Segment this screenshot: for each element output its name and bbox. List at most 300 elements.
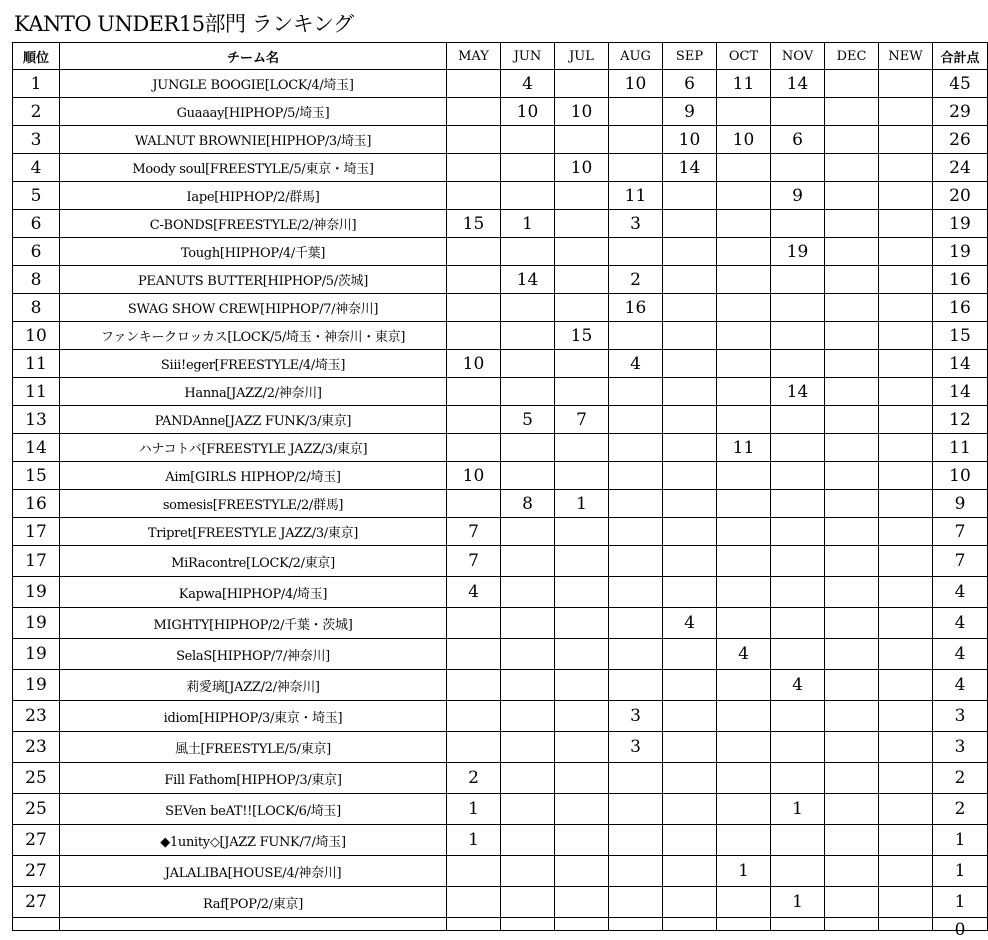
score-cell-nov: 1 [771,887,825,918]
total-cell: 4 [933,670,988,701]
score-cell-aug [609,794,663,825]
score-cell-oct: 11 [717,70,771,98]
rank-cell: 17 [13,546,60,577]
score-cell-jun [501,763,555,794]
score-cell-may: 4 [447,577,501,608]
score-cell-jun [501,825,555,856]
score-cell-dec [825,794,879,825]
page-title: KANTO UNDER15部門 ランキング [14,12,354,36]
score-cell-jul [555,577,609,608]
score-cell-oct [717,887,771,918]
score-cell-dec [825,763,879,794]
team-name-cell: Iape[HIPHOP/2/群馬] [60,182,447,210]
score-cell-nov: 1 [771,794,825,825]
score-cell-aug [609,825,663,856]
score-cell-dec [825,701,879,732]
score-cell-jul: 10 [555,98,609,126]
score-cell-oct: 4 [717,639,771,670]
score-cell-aug [609,238,663,266]
score-cell-aug [609,462,663,490]
score-cell-jun [501,701,555,732]
score-cell-sep [663,856,717,887]
empty-cell [663,918,717,931]
score-cell-may [447,126,501,154]
score-cell-nov [771,266,825,294]
score-cell-dec [825,182,879,210]
team-name-cell: JALALIBA[HOUSE/4/神奈川] [60,856,447,887]
rank-cell: 23 [13,701,60,732]
table-row [13,639,988,670]
team-name-cell: PANDAnne[JAZZ FUNK/3/東京] [60,406,447,434]
score-cell-sep: 14 [663,154,717,182]
total-cell: 3 [933,732,988,763]
score-cell-sep [663,763,717,794]
score-cell-may: 10 [447,350,501,378]
score-cell-may: 7 [447,518,501,546]
score-cell-jun [501,577,555,608]
score-cell-aug [609,639,663,670]
score-cell-oct [717,670,771,701]
score-cell-oct [717,763,771,794]
score-cell-may [447,670,501,701]
team-name-cell: MIGHTY[HIPHOP/2/千葉・茨城] [60,608,447,639]
team-name-cell: Moody soul[FREESTYLE/5/東京・埼玉] [60,154,447,182]
score-cell-nov [771,732,825,763]
rank-cell: 11 [13,378,60,406]
score-cell-new [879,887,933,918]
header-month-oct: OCT [717,43,771,70]
score-cell-jun [501,350,555,378]
score-cell-jun [501,238,555,266]
score-cell-dec [825,238,879,266]
score-cell-new [879,266,933,294]
score-cell-dec [825,825,879,856]
total-cell: 1 [933,825,988,856]
score-cell-sep: 6 [663,70,717,98]
table-row [13,856,988,887]
score-cell-nov [771,608,825,639]
score-cell-dec [825,266,879,294]
header-row [13,43,988,70]
table-row [13,763,988,794]
score-cell-nov: 9 [771,182,825,210]
table-row-partial [13,918,988,931]
empty-cell [447,918,501,931]
score-cell-jul [555,608,609,639]
score-cell-oct [717,732,771,763]
score-cell-may [447,238,501,266]
table-row [13,825,988,856]
score-cell-jun: 8 [501,490,555,518]
empty-cell [555,918,609,931]
table-row [13,266,988,294]
score-cell-jun [501,732,555,763]
score-cell-dec [825,434,879,462]
score-cell-jul [555,210,609,238]
rank-cell: 25 [13,794,60,825]
score-cell-sep: 10 [663,126,717,154]
score-cell-aug: 11 [609,182,663,210]
team-name-cell: MiRacontre[LOCK/2/東京] [60,546,447,577]
total-cell: 16 [933,266,988,294]
score-cell-new [879,98,933,126]
score-cell-oct [717,608,771,639]
score-cell-jul [555,294,609,322]
score-cell-dec [825,126,879,154]
total-cell: 16 [933,294,988,322]
score-cell-oct [717,322,771,350]
score-cell-may [447,887,501,918]
score-cell-nov: 19 [771,238,825,266]
total-cell: 4 [933,608,988,639]
score-cell-jun [501,856,555,887]
rank-cell: 19 [13,577,60,608]
score-cell-jun [501,670,555,701]
score-cell-may [447,434,501,462]
score-cell-nov: 4 [771,670,825,701]
score-cell-oct [717,182,771,210]
score-cell-nov [771,701,825,732]
score-cell-new [879,182,933,210]
score-cell-sep: 4 [663,608,717,639]
score-cell-new [879,608,933,639]
score-cell-nov [771,518,825,546]
score-cell-nov [771,490,825,518]
score-cell-new [879,546,933,577]
score-cell-new [879,825,933,856]
score-cell-new [879,154,933,182]
total-cell: 4 [933,577,988,608]
rank-cell: 27 [13,887,60,918]
table-row [13,294,988,322]
score-cell-jun: 10 [501,98,555,126]
rank-cell: 23 [13,732,60,763]
score-cell-oct [717,701,771,732]
score-cell-oct [717,266,771,294]
table-row [13,670,988,701]
score-cell-sep [663,490,717,518]
empty-cell [501,918,555,931]
score-cell-new [879,350,933,378]
total-cell: 24 [933,154,988,182]
rank-cell: 6 [13,210,60,238]
rank-cell: 19 [13,639,60,670]
total-cell: 15 [933,322,988,350]
score-cell-dec [825,856,879,887]
table-row [13,70,988,98]
score-cell-sep [663,701,717,732]
score-cell-nov [771,294,825,322]
score-cell-jul [555,182,609,210]
score-cell-sep [663,462,717,490]
score-cell-nov [771,98,825,126]
team-name-cell: JUNGLE BOOGIE[LOCK/4/埼玉] [60,70,447,98]
score-cell-aug [609,434,663,462]
score-cell-dec [825,577,879,608]
score-cell-aug [609,763,663,794]
rank-cell: 25 [13,763,60,794]
rank-cell: 11 [13,350,60,378]
rank-cell: 17 [13,518,60,546]
score-cell-new [879,763,933,794]
score-cell-sep [663,546,717,577]
table-row [13,794,988,825]
score-cell-sep [663,577,717,608]
score-cell-jun [501,126,555,154]
rank-cell: 2 [13,98,60,126]
score-cell-jul [555,794,609,825]
score-cell-sep [663,238,717,266]
score-cell-nov [771,577,825,608]
rank-cell: 8 [13,294,60,322]
score-cell-new [879,639,933,670]
rank-cell: 19 [13,670,60,701]
score-cell-aug: 3 [609,210,663,238]
score-cell-nov [771,639,825,670]
score-cell-jul [555,266,609,294]
score-cell-oct [717,294,771,322]
score-cell-jun: 14 [501,266,555,294]
score-cell-may [447,182,501,210]
score-cell-jun [501,462,555,490]
score-cell-may [447,378,501,406]
score-cell-sep [663,434,717,462]
score-cell-oct [717,378,771,406]
score-cell-nov [771,210,825,238]
total-value-partial: 0 [954,920,966,940]
score-cell-jun [501,518,555,546]
score-cell-nov [771,763,825,794]
score-cell-jun [501,639,555,670]
score-cell-new [879,70,933,98]
score-cell-jun [501,294,555,322]
table-row [13,322,988,350]
score-cell-oct [717,577,771,608]
score-cell-oct [717,154,771,182]
rank-cell: 1 [13,70,60,98]
rank-cell: 15 [13,462,60,490]
score-cell-dec [825,350,879,378]
empty-cell [879,918,933,931]
team-name-cell: 風土[FREESTYLE/5/東京] [60,732,447,763]
total-cell: 26 [933,126,988,154]
score-cell-new [879,238,933,266]
score-cell-aug [609,518,663,546]
score-cell-nov [771,434,825,462]
empty-cell [825,918,879,931]
team-name-cell: Hanna[JAZZ/2/神奈川] [60,378,447,406]
total-cell: 10 [933,462,988,490]
empty-cell [13,918,60,931]
score-cell-dec [825,70,879,98]
score-cell-aug [609,406,663,434]
score-cell-sep [663,210,717,238]
score-cell-aug: 4 [609,350,663,378]
table-row [13,518,988,546]
score-cell-nov: 14 [771,378,825,406]
score-cell-dec [825,210,879,238]
score-cell-may: 1 [447,794,501,825]
score-cell-nov [771,825,825,856]
team-name-cell: ◆1unity◇[JAZZ FUNK/7/埼玉] [60,825,447,856]
table-row [13,126,988,154]
score-cell-new [879,577,933,608]
table-row [13,462,988,490]
score-cell-aug: 3 [609,701,663,732]
team-name-cell: Raf[POP/2/東京] [60,887,447,918]
score-cell-jul [555,126,609,154]
score-cell-dec [825,608,879,639]
team-name-cell: somesis[FREESTYLE/2/群馬] [60,490,447,518]
rank-cell: 27 [13,825,60,856]
team-name-cell: Fill Fathom[HIPHOP/3/東京] [60,763,447,794]
score-cell-sep [663,378,717,406]
header-month-new: NEW [879,43,933,70]
score-cell-jul: 10 [555,154,609,182]
score-cell-sep: 9 [663,98,717,126]
score-cell-jul: 7 [555,406,609,434]
score-cell-may [447,639,501,670]
team-name-cell: SWAG SHOW CREW[HIPHOP/7/神奈川] [60,294,447,322]
team-name-cell: ハナコトバ[FREESTYLE JAZZ/3/東京] [60,434,447,462]
score-cell-jun [501,546,555,577]
score-cell-jul [555,763,609,794]
score-cell-dec [825,518,879,546]
score-cell-may [447,70,501,98]
table-row [13,210,988,238]
rank-cell: 6 [13,238,60,266]
score-cell-jul [555,518,609,546]
score-cell-jul [555,887,609,918]
score-cell-may [447,154,501,182]
score-cell-jul [555,378,609,406]
score-cell-jun [501,887,555,918]
header-month-aug: AUG [609,43,663,70]
score-cell-aug [609,856,663,887]
score-cell-aug [609,490,663,518]
score-cell-jul [555,238,609,266]
score-cell-dec [825,670,879,701]
score-cell-nov [771,322,825,350]
score-cell-may [447,490,501,518]
score-cell-aug [609,322,663,350]
score-cell-oct [717,98,771,126]
rank-cell: 5 [13,182,60,210]
score-cell-new [879,294,933,322]
score-cell-nov [771,856,825,887]
total-cell: 20 [933,182,988,210]
score-cell-jul [555,856,609,887]
score-cell-jun [501,434,555,462]
score-cell-dec [825,294,879,322]
score-cell-may [447,98,501,126]
score-cell-aug [609,378,663,406]
score-cell-nov [771,546,825,577]
score-cell-may: 1 [447,825,501,856]
table-row [13,182,988,210]
table-row [13,238,988,266]
table-row [13,701,988,732]
team-name-cell: WALNUT BROWNIE[HIPHOP/3/埼玉] [60,126,447,154]
score-cell-aug [609,546,663,577]
team-name-cell: SelaS[HIPHOP/7/神奈川] [60,639,447,670]
score-cell-new [879,518,933,546]
score-cell-aug [609,608,663,639]
rank-cell: 14 [13,434,60,462]
header-month-jun: JUN [501,43,555,70]
score-cell-oct [717,350,771,378]
score-cell-dec [825,490,879,518]
team-name-cell: Tough[HIPHOP/4/千葉] [60,238,447,266]
score-cell-new [879,462,933,490]
rank-cell: 3 [13,126,60,154]
score-cell-oct: 11 [717,434,771,462]
score-cell-nov [771,154,825,182]
total-cell: 19 [933,210,988,238]
score-cell-may [447,294,501,322]
score-cell-new [879,490,933,518]
score-cell-may [447,608,501,639]
score-cell-jul: 15 [555,322,609,350]
score-cell-may: 7 [447,546,501,577]
rank-cell: 13 [13,406,60,434]
score-cell-oct [717,518,771,546]
team-name-cell: 莉愛璃[JAZZ/2/神奈川] [60,670,447,701]
score-cell-jun: 4 [501,70,555,98]
rank-cell: 8 [13,266,60,294]
header-team: チーム名 [60,43,447,70]
total-cell: 11 [933,434,988,462]
score-cell-sep [663,406,717,434]
total-cell: 1 [933,887,988,918]
score-cell-oct [717,238,771,266]
score-cell-nov: 6 [771,126,825,154]
table-row [13,732,988,763]
score-cell-aug: 10 [609,70,663,98]
score-cell-dec [825,462,879,490]
team-name-cell: C-BONDS[FREESTYLE/2/神奈川] [60,210,447,238]
score-cell-oct [717,406,771,434]
table-row [13,546,988,577]
score-cell-aug [609,670,663,701]
score-cell-sep [663,825,717,856]
total-cell: 4 [933,639,988,670]
score-cell-jul [555,732,609,763]
table-row [13,378,988,406]
total-cell: 29 [933,98,988,126]
team-name-cell: Aim[GIRLS HIPHOP/2/埼玉] [60,462,447,490]
total-cell: 1 [933,856,988,887]
table-row [13,887,988,918]
score-cell-aug: 3 [609,732,663,763]
score-cell-jun [501,322,555,350]
header-total: 合計点 [933,43,988,70]
total-cell-partial [933,918,988,940]
team-name-cell: Siii!eger[FREESTYLE/4/埼玉] [60,350,447,378]
score-cell-sep [663,266,717,294]
score-cell-dec [825,322,879,350]
score-cell-jul [555,825,609,856]
total-cell: 7 [933,518,988,546]
team-name-cell: SEVen beAT!![LOCK/6/埼玉] [60,794,447,825]
score-cell-jun [501,378,555,406]
score-cell-may: 2 [447,763,501,794]
score-cell-may: 15 [447,210,501,238]
rank-cell: 10 [13,322,60,350]
score-cell-nov [771,350,825,378]
score-cell-aug [609,126,663,154]
score-cell-jun [501,608,555,639]
